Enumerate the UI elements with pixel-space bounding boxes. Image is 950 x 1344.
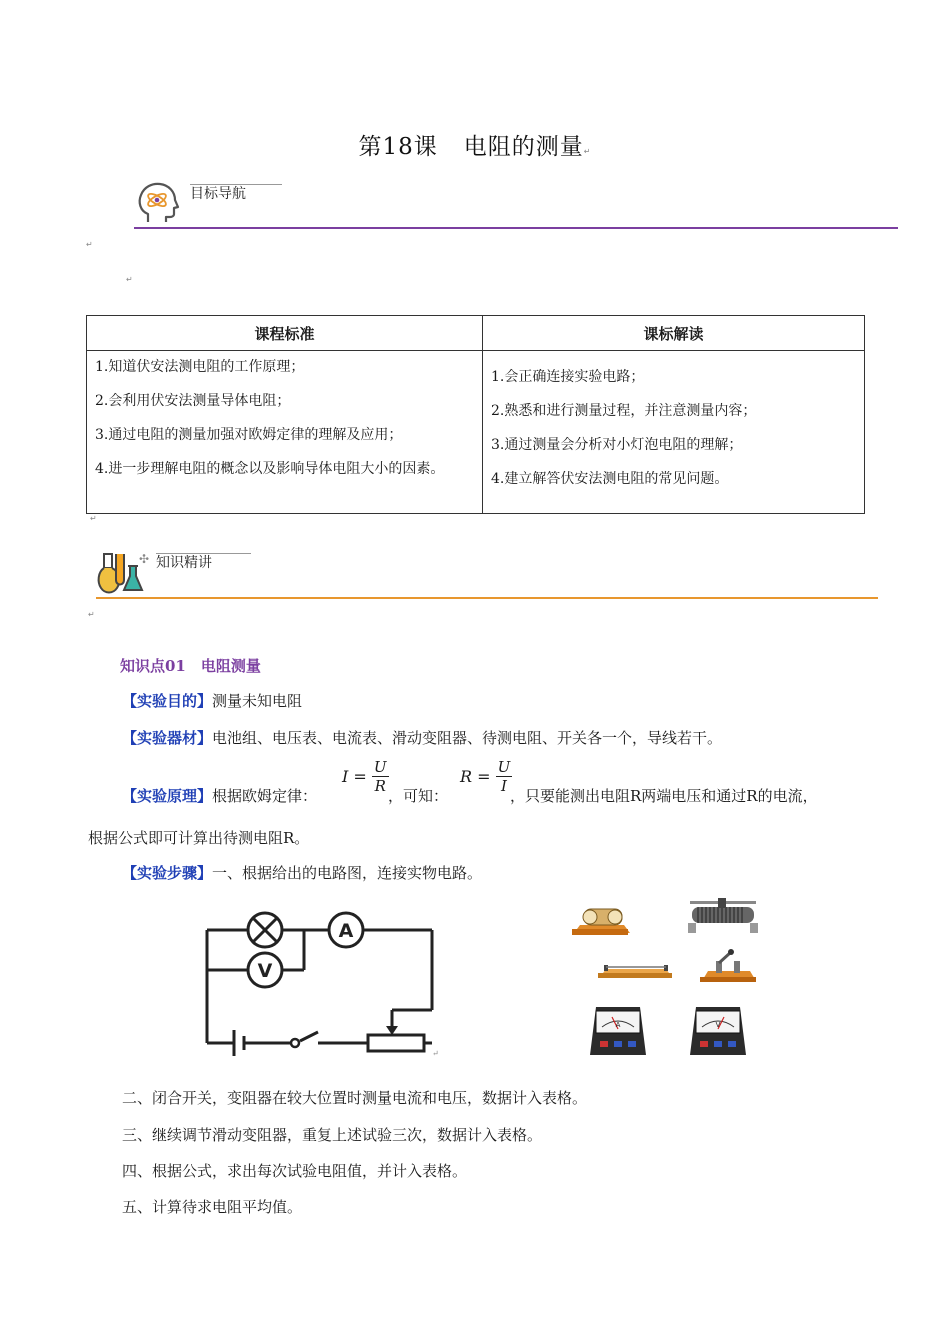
equipment-text: 电池组、电压表、电流表、滑动变阻器、待测电阻、开关各一个，导线若干。 <box>212 729 723 747</box>
step-5: 五、计算待求电阻平均值。 <box>122 1198 303 1216</box>
experiment-steps <box>122 862 482 883</box>
resistor-board-image <box>598 965 672 978</box>
knowledge-point-title: 知识点01 电阻测量 <box>120 657 261 675</box>
list-item: 3.通过电阻的测量加强对欧姆定律的理解及应用； <box>95 427 403 443</box>
principle-label-row <box>122 785 317 806</box>
step-4: 四、根据公式，求出每次试验电阻值，并计入表格。 <box>122 1162 468 1180</box>
principle-connector: ，可知： <box>388 787 449 805</box>
step-3: 三、继续调节滑动变阻器，重复上述试验三次，数据计入表格。 <box>122 1126 543 1144</box>
table-header-interpretation: 课标解读 <box>483 316 865 351</box>
circuit-diagram <box>200 908 445 1058</box>
step-text: 一、根据给出的电路图，连接实物电路。 <box>212 864 483 882</box>
svg-text:A: A <box>615 1021 621 1029</box>
steps-label: 【实验步骤】 <box>122 864 213 882</box>
principle-text: 根据欧姆定律： <box>212 787 318 805</box>
voltmeter-label: V <box>257 960 273 982</box>
list-item: 2.熟悉和进行测量过程，并注意测量内容； <box>491 403 757 419</box>
principle-label: 【实验原理】 <box>122 787 213 805</box>
voltmeter-symbol <box>248 953 282 987</box>
resistance-formula <box>460 758 512 795</box>
battery-pack-image <box>572 909 630 935</box>
section-divider-orange <box>96 597 878 599</box>
fraction-numerator: U <box>373 758 387 776</box>
interpretation-list <box>483 351 865 514</box>
ohm-law-formula <box>342 758 389 795</box>
list-item: 1.会正确连接实验电路； <box>491 369 645 385</box>
principle-text-conclusion: 根据公式即可计算出待测电阻R。 <box>88 829 310 847</box>
voltmeter-image <box>690 1007 746 1055</box>
lesson-topic: 电阻的测量 <box>463 134 584 160</box>
list-item: 1.知道伏安法测电阻的工作原理； <box>95 359 305 375</box>
curriculum-table <box>86 315 865 514</box>
ammeter-image <box>590 1007 646 1055</box>
sparkle-icon: ✣ <box>139 552 150 566</box>
fraction-denominator: R <box>374 777 386 795</box>
ammeter-label: A <box>338 920 354 942</box>
fraction-numerator: U <box>497 758 511 776</box>
formula-lhs: R = <box>460 767 491 786</box>
paragraph-mark: ↵ <box>88 610 95 619</box>
list-item: 4.建立解答伏安法测电阻的常见问题。 <box>491 471 729 487</box>
paragraph-mark: ↵ <box>126 275 133 284</box>
apparatus-illustrations <box>570 895 765 1060</box>
lamp-symbol <box>248 913 282 947</box>
list-item: 4.进一步理解电阻的概念以及影响导体电阻大小的因素。 <box>95 461 445 477</box>
purpose-label: 【实验目的】 <box>122 692 213 710</box>
formula-fraction <box>372 758 389 795</box>
paragraph-mark: ↵ <box>90 514 97 523</box>
paragraph-mark: ↵ <box>86 240 93 249</box>
purpose-text: 测量未知电阻 <box>212 692 303 710</box>
formula-lhs: I = <box>342 767 367 786</box>
section-label-goals: 目标导航 <box>190 186 246 202</box>
svg-text:↵: ↵ <box>432 1049 439 1058</box>
head-atom-icon <box>134 180 182 226</box>
section-label-underline <box>190 184 282 185</box>
section-label-knowledge: 知识精讲 <box>156 555 212 571</box>
switch-image <box>700 949 756 982</box>
page-title: 第18课 电阻的测量↵ <box>358 134 592 160</box>
equipment-label: 【实验器材】 <box>122 729 213 747</box>
rheostat-image <box>688 898 758 933</box>
ammeter-symbol <box>329 913 363 947</box>
experiment-purpose <box>122 690 302 711</box>
section-label-underline <box>156 553 251 554</box>
fraction-denominator: I <box>501 777 507 795</box>
list-item: 2.会利用伏安法测量导体电阻； <box>95 393 291 409</box>
table-header-standard: 课程标准 <box>87 316 483 351</box>
step-2: 二、闭合开关，变阻器在较大位置时测量电流和电压，数据计入表格。 <box>122 1089 588 1107</box>
standard-list <box>87 351 483 514</box>
principle-text-continued: ，只要能测出电阻R两端电压和通过R的电流， <box>510 787 818 805</box>
experiment-equipment <box>122 727 722 748</box>
svg-text:V: V <box>715 1021 721 1029</box>
section-divider-purple <box>134 227 898 229</box>
list-item: 3.通过测量会分析对小灯泡电阻的理解； <box>491 437 743 453</box>
lesson-number: 第18课 <box>358 134 438 160</box>
